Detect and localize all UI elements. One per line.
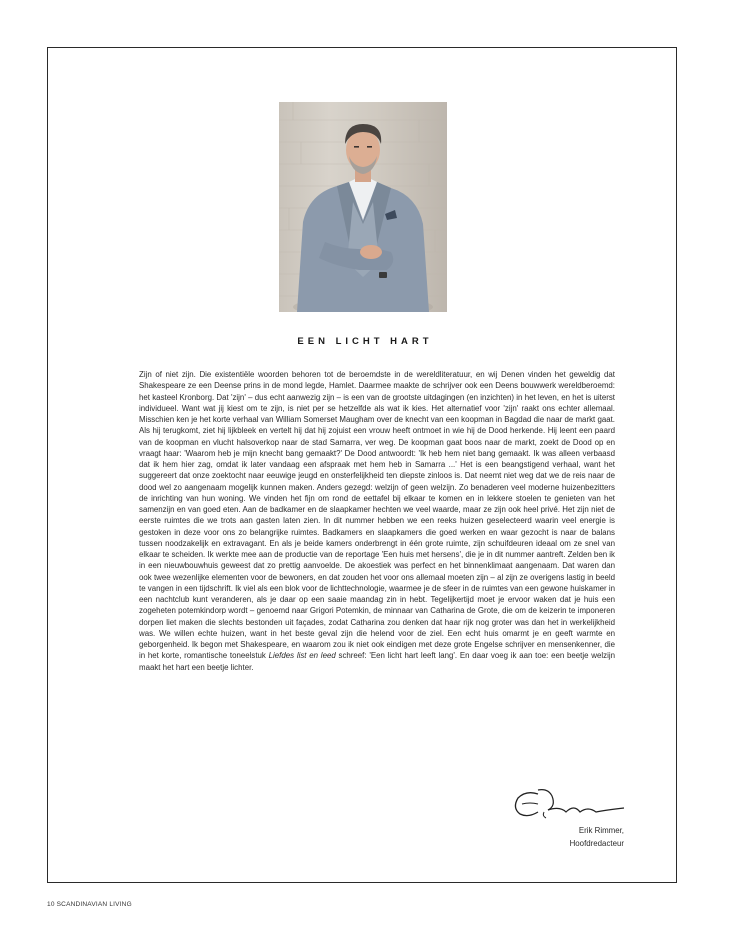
handwritten-signature (508, 782, 630, 824)
signer-block (570, 824, 624, 850)
portrait-illustration (279, 102, 447, 312)
play-title: Liefdes list en leed (268, 651, 336, 661)
article-title: EEN LICHT HART (297, 336, 433, 347)
page-folio: 10 SCANDINAVIAN LIVING (47, 901, 132, 908)
editor-portrait (279, 102, 447, 312)
body-text-part-1: Zijn of niet zijn. Die existentiële woorden behoren tot de beroemdste in de wereldliteratuur, en wij Denen vinden het geweldig dat Shakespeare ze een Deense prins in de mond legde, Hamlet. Daarmee maakte de schrijver ook een Deens bouwwerk wereldberoemd: het kasteel Kronborg. Dat 'zijn' – dus echt aanwezig zijn – is een van de grootste uitdagingen (en inzichten) in het leven, en het is uiterst individueel. Want wat jij kiest om te zijn, is niet per se hetzelfde als wat ik kies. Het alternatief voor 'zijn' raakt ons echter allemaal. Misschien ken je het korte verhaal van William Somerset Maugham over de knecht van een koopman in Bagdad die naar de markt gaat. Als hij terugkomt, ziet hij lijkbleek en vertelt hij dat hij zojuist een vrouw heeft ontmoet in wie hij de Dood herkende. Hij leent een paard van de koopman en vlucht halsoverkop naar de stad Samarra, ver weg. De koopman gaat boos naar de markt, zoekt de Dood op en vraagt haar: 'Waarom heb je mijn knecht bang gemaakt?' De Dood antwoordt: 'Ik heb hem niet bang gemaakt. Ik was alleen verbaasd dat ik hem hier zag, omdat ik later vandaag een afspraak met hem heb in Samarra ...' Het is een beangstigend verhaal, want het suggereert dat onze zoektocht naar eeuwige jeugd en onsterfelijkheid ten diepste zinloos is. Dat neemt niet weg dat we de reis naar de dood wel zo aangenaam mogelijk kunnen maken. Anders gezegd: welzijn of geen welzijn. Zo benaderen veel moderne huizenbezitters de inrichting van hun woning. We vinden het fijn om rond de eettafel bij elkaar te komen en in lekkere stoelen te genieten van het samenzijn en van goed eten. Aan de badkamer en de slaapkamer hechten we veel waarde, maar ze zijn ook heel privé. Het zijn niet de eerste ruimtes die we trots aan gasten laten zien. In dit nummer hebben we een reeks huizen geselecteerd waarin veel energie is gestoken in deze voor ons zo belangrijke ruimtes. Badkamers en slaapkamers die goed werken en waar gezocht is naar de balans tussen noodzakelijk en extravagant. En als je beide kamers onderbrengt in één grote ruimte, zijn schuifdeuren ideaal om ze snel van elkaar te scheiden. Ik werkte mee aan de productie van de reportage 'Een huis met hersens', die je in dit nummer aantreft. Zelden ben ik in een nieuwbouwhuis geweest dat zo prettig aanvoelde. De akoestiek was perfect en het binnenklimaat aangenaam. Dat waren dan ook twee wezenlijke elementen voor de bewoners, en dat zouden het voor ons allemaal moeten zijn – al zijn ze overigens lastig in beeld te vangen in een tijdschrift. Ik viel als een blok voor de lichttechnologie, waarmee je de sfeer in de ruimtes van een gewone huiskamer in een nachtclub kunt veranderen, als je daar op een saaie maandag zin in hebt. Tegelijkertijd moet je ervoor waken dat je huis een zogeheten potemkindorp wordt – genoemd naar Grigori Potemkin, de minnaar van Catharina de Grote, die om de keizerin te imponeren dorpen liet maken die slechts bestonden uit façades, zodat Catharina zou denken dat haar rijk nog groter was dan het in werkelijkheid was. We willen echte huizen, want in het beste geval zijn die helend voor de ziel. Een echt huis omarmt je en geeft warmte en geborgenheid. Ik begon met Shakespeare, en waarom zou ik niet ook eindigen met deze grote Engelse schrijver en mensenkenner, die in het korte, romantische toneelstuk (139, 370, 615, 661)
signer-name: Erik Rimmer, (578, 826, 624, 835)
body-text-part-2: schreef: 'Een licht hart leeft lang'. En daar voeg ik aan toe: een beetje welzijn maakt het hart een beetje lichter. (139, 651, 615, 672)
article-body (139, 369, 615, 673)
signer-role: Hoofdredacteur (569, 839, 624, 848)
